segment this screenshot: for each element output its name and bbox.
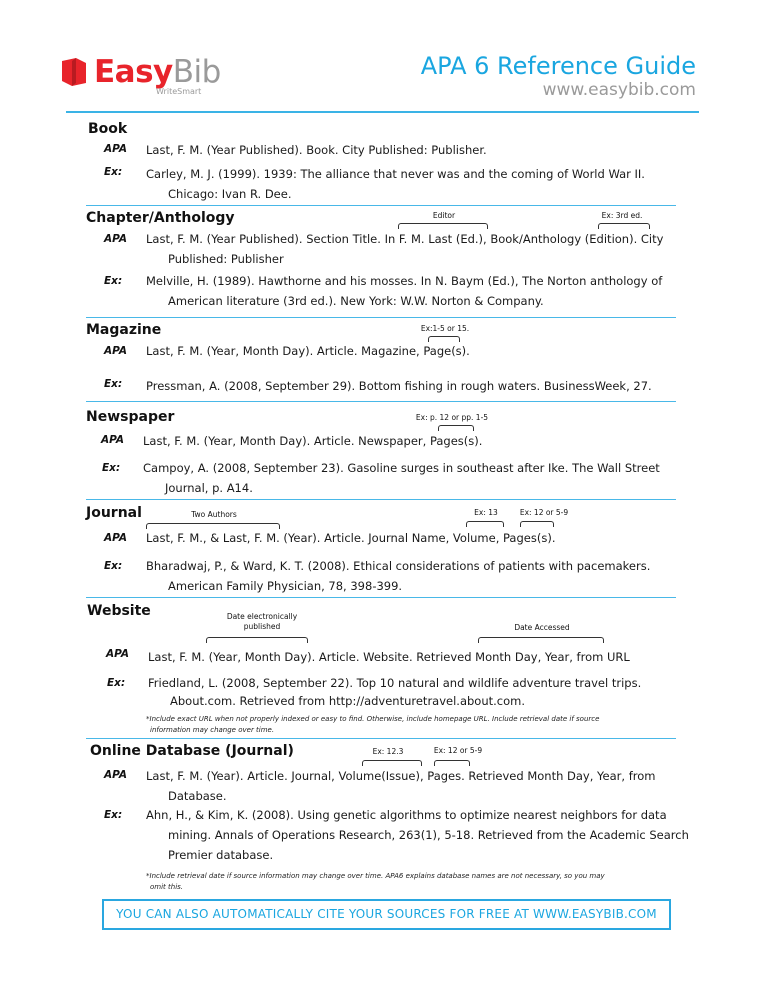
website-apa-line-1: Last, F. M. (Year, Month Day). Article. Website. Retrieved Month Day, Year, from URL: [148, 650, 630, 664]
logo-bib-text: Bib: [172, 54, 221, 90]
annotation-pages: Ex: 12 or 5-9: [433, 746, 483, 755]
section-heading-website: Website: [87, 603, 151, 619]
easybib-book-icon: [59, 57, 89, 87]
section-divider: [86, 499, 676, 500]
annotation-volume: Ex: 12.3: [372, 747, 404, 756]
database-example: [146, 805, 689, 865]
label-ex: Ex:: [104, 809, 123, 821]
annotation-pages: Ex: p. 12 or pp. 1-5: [415, 413, 489, 422]
book-ex-line-1: Carley, M. J. (1999). 1939: The alliance that never was and the coming of World War II.: [146, 167, 645, 181]
header-divider: [66, 111, 699, 113]
label-ex: Ex:: [104, 560, 123, 572]
chapter-apa-format: [146, 229, 663, 269]
journal-example: [146, 556, 650, 596]
label-apa: APA: [104, 345, 127, 357]
label-apa: APA: [104, 532, 127, 544]
section-divider: [86, 597, 676, 598]
label-apa: APA: [104, 143, 127, 155]
newspaper-example: [143, 458, 660, 498]
label-apa: APA: [104, 769, 127, 781]
annotation-bracket: [478, 637, 604, 643]
section-divider: [86, 205, 676, 206]
magazine-apa-line-1: Last, F. M. (Year, Month Day). Article. Magazine, Page(s).: [146, 344, 470, 358]
chapter-ex-line-1: Melville, H. (1989). Hawthorne and his mosses. In N. Baym (Ed.), The Norton anthology of: [146, 274, 663, 288]
cite-for-free-banner[interactable]: YOU CAN ALSO AUTOMATICALLY CITE YOUR SOURCES FOR FREE AT WWW.EASYBIB.COM: [102, 899, 671, 930]
logo-easy-text: Easy: [94, 54, 173, 90]
journal-apa-format: [146, 528, 555, 548]
database-note-line-2: omit this.: [150, 883, 184, 891]
label-ex: Ex:: [104, 166, 123, 178]
label-ex: Ex:: [107, 677, 126, 689]
chapter-ex-line-2: American literature (3rd ed.). New York: W.W. Norton & Company.: [168, 294, 544, 308]
website-ex-line-2: About.com. Retrieved from http://adventuretravel.about.com.: [170, 694, 526, 708]
website-ex-line-1: Friedland, L. (2008, September 22). Top 10 natural and wildlife adventure travel trips.: [148, 676, 642, 690]
chapter-apa-line-1: Last, F. M. (Year Published). Section Title. In F. M. Last (Ed.), Book/Anthology (Edition). City: [146, 232, 664, 246]
section-heading-chapter: Chapter/Anthology: [86, 210, 235, 226]
section-divider: [86, 401, 676, 402]
book-ex-line-2: Chicago: Ivan R. Dee.: [168, 187, 292, 201]
website-note-line-2: information may change over time.: [150, 726, 275, 734]
label-apa: APA: [104, 233, 127, 245]
logo-tagline: WriteSmart: [156, 87, 202, 96]
section-heading-book: Book: [88, 121, 128, 137]
annotation-edition: Ex: 3rd ed.: [601, 211, 643, 220]
magazine-ex-line-1: Pressman, A. (2008, September 29). Bottom fishing in rough waters. BusinessWeek, 27.: [146, 379, 652, 393]
annotation-date-accessed: Date Accessed: [514, 623, 570, 632]
label-apa: APA: [106, 648, 129, 660]
section-heading-journal: Journal: [86, 505, 142, 521]
website-footnote: [146, 714, 599, 736]
database-apa-line-2: Database.: [168, 789, 227, 803]
book-example: [146, 164, 645, 204]
website-example: [148, 674, 641, 710]
page-title: APA 6 Reference Guide: [420, 52, 696, 80]
easybib-logo: [94, 54, 221, 90]
journal-ex-line-2: American Family Physician, 78, 398-399.: [168, 579, 403, 593]
section-heading-newspaper: Newspaper: [86, 409, 175, 425]
section-divider: [86, 317, 676, 318]
book-apa-line-1: Last, F. M. (Year Published). Book. City Published: Publisher.: [146, 143, 487, 157]
database-apa-line-1: Last, F. M. (Year). Article. Journal, Volume(Issue), Pages. Retrieved Month Day, Year, from: [146, 769, 656, 783]
annotation-date-line-2: published: [243, 622, 281, 631]
magazine-example: [146, 376, 652, 396]
annotation-bracket: [520, 521, 554, 527]
database-note-line-1: *Include retrieval date if source information may change over time. APA6 explains database names are not necessary, so you may: [146, 872, 605, 880]
journal-apa-line-1: Last, F. M., & Last, F. M. (Year). Article. Journal Name, Volume, Pages(s).: [146, 531, 556, 545]
site-url: www.easybib.com: [542, 80, 696, 100]
annotation-authors: Two Authors: [191, 510, 237, 519]
newspaper-apa-line-1: Last, F. M. (Year, Month Day). Article. Newspaper, Pages(s).: [143, 434, 483, 448]
label-ex: Ex:: [104, 378, 123, 390]
database-apa-format: [146, 766, 655, 806]
annotation-date-line-1: Date electronically: [226, 612, 298, 621]
label-ex: Ex:: [102, 462, 121, 474]
database-ex-line-3: Premier database.: [168, 848, 274, 862]
annotation-bracket: [466, 521, 504, 527]
newspaper-apa-format: [143, 431, 482, 451]
newspaper-ex-line-1: Campoy, A. (2008, September 23). Gasoline surges in southeast after Ike. The Wall Street: [143, 461, 660, 475]
section-heading-magazine: Magazine: [86, 322, 162, 338]
annotation-editor: Editor: [432, 211, 456, 220]
website-apa-format: [148, 647, 630, 667]
chapter-example: [146, 271, 662, 311]
database-ex-line-2: mining. Annals of Operations Research, 263(1), 5-18. Retrieved from the Academic Search: [168, 828, 689, 842]
section-divider: [86, 738, 676, 739]
chapter-apa-line-2: Published: Publisher: [168, 252, 284, 266]
annotation-pages: Ex:1-5 or 15.: [420, 324, 470, 333]
annotation-volume: Ex: 13: [474, 508, 498, 517]
label-apa: APA: [101, 434, 124, 446]
journal-ex-line-1: Bharadwaj, P., & Ward, K. T. (2008). Ethical considerations of patients with pacemakers.: [146, 559, 651, 573]
section-heading-database: Online Database (Journal): [90, 743, 294, 759]
book-apa-format: [146, 140, 487, 160]
website-note-line-1: *Include exact URL when not properly indexed or easy to find. Otherwise, include homepage URL. Include retrieval date if source: [146, 715, 600, 723]
magazine-apa-format: [146, 341, 470, 361]
database-footnote: [146, 871, 605, 893]
newspaper-ex-line-2: Journal, p. A14.: [165, 481, 253, 495]
label-ex: Ex:: [104, 275, 123, 287]
annotation-date-published: [214, 612, 310, 632]
annotation-bracket: [206, 637, 308, 643]
database-ex-line-1: Ahn, H., & Kim, K. (2008). Using genetic algorithms to optimize nearest neighbors for data: [146, 808, 667, 822]
annotation-pages: Ex: 12 or 5-9: [519, 508, 569, 517]
